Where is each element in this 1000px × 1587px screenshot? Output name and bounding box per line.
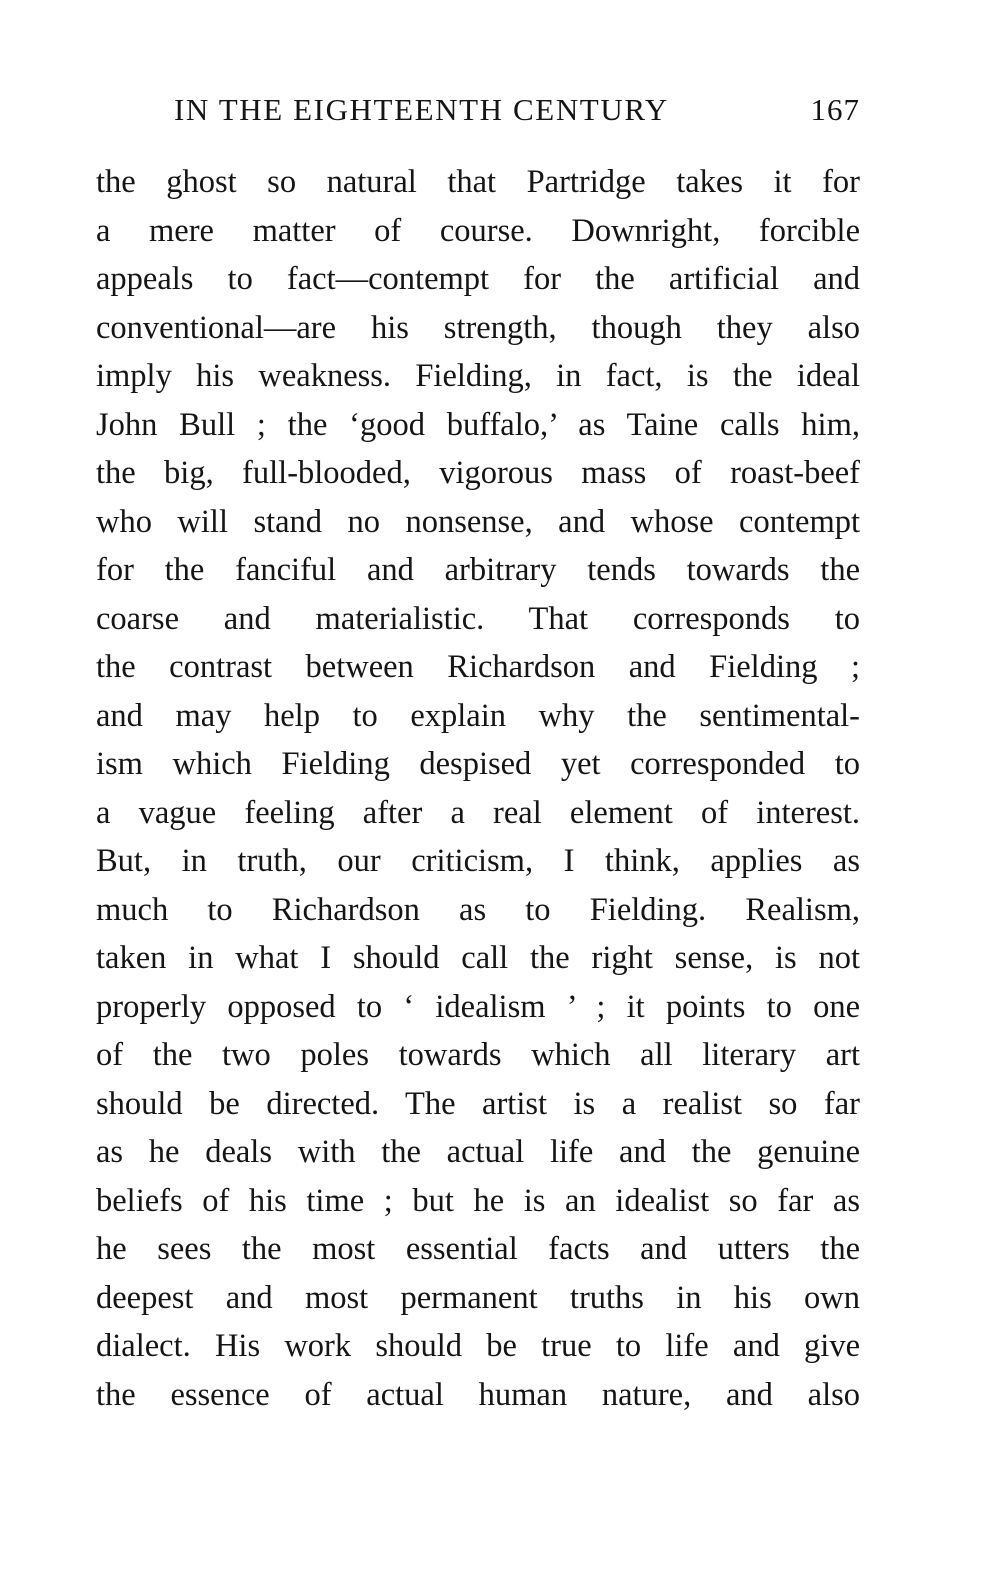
text-line-6: John Bull ; the ‘good buffalo,’ as Taine calls him, [96, 406, 860, 443]
text-line-2: a mere matter of course. Downright, forcible [96, 212, 860, 249]
text-line-20: should be directed. The artist is a realist so far [96, 1085, 860, 1122]
text-line-8: who will stand no nonsense, and whose contempt [96, 503, 860, 540]
text-line-26: the essence of actual human nature, and also [96, 1376, 860, 1413]
text-line-22: beliefs of his time ; but he is an idealist so far as [96, 1182, 860, 1219]
text-line-1: the ghost so natural that Partridge takes it for [96, 164, 860, 200]
text-line-14: a vague feeling after a real element of interest. [96, 794, 860, 831]
text-line-18: properly opposed to ‘ idealism ’ ; it points to one [96, 988, 860, 1025]
body-text [96, 158, 860, 1419]
running-title: IN THE EIGHTEENTH CENTURY [174, 92, 669, 127]
text-line-5: imply his weakness. Fielding, in fact, is the ideal [96, 358, 860, 394]
text-line-25: dialect. His work should be true to life and give [96, 1328, 860, 1364]
text-line-11: the contrast between Richardson and Fielding ; [96, 649, 860, 685]
text-line-4: conventional—are his strength, though they also [96, 309, 860, 346]
text-line-10: coarse and materialistic. That corresponds to [96, 600, 860, 637]
text-line-21: as he deals with the actual life and the genuine [96, 1134, 860, 1170]
text-line-24: deepest and most permanent truths in his own [96, 1279, 860, 1316]
text-line-23: he sees the most essential facts and utters the [96, 1231, 860, 1267]
book-page [96, 0, 860, 1587]
running-head [96, 86, 860, 134]
text-line-7: the big, full-blooded, vigorous mass of roast-beef [96, 455, 860, 491]
text-line-17: taken in what I should call the right sense, is not [96, 940, 860, 976]
page-number: 167 [810, 92, 860, 127]
text-line-12: and may help to explain why the sentimental- [96, 697, 860, 734]
text-line-3: appeals to fact—contempt for the artificial and [96, 261, 860, 297]
text-line-9: for the fanciful and arbitrary tends towards the [96, 552, 860, 588]
text-line-16: much to Richardson as to Fielding. Realism, [96, 891, 860, 928]
text-line-15: But, in truth, our criticism, I think, applies as [96, 843, 860, 879]
text-line-13: ism which Fielding despised yet corresponded to [96, 746, 860, 782]
text-line-19: of the two poles towards which all literary art [96, 1037, 860, 1073]
